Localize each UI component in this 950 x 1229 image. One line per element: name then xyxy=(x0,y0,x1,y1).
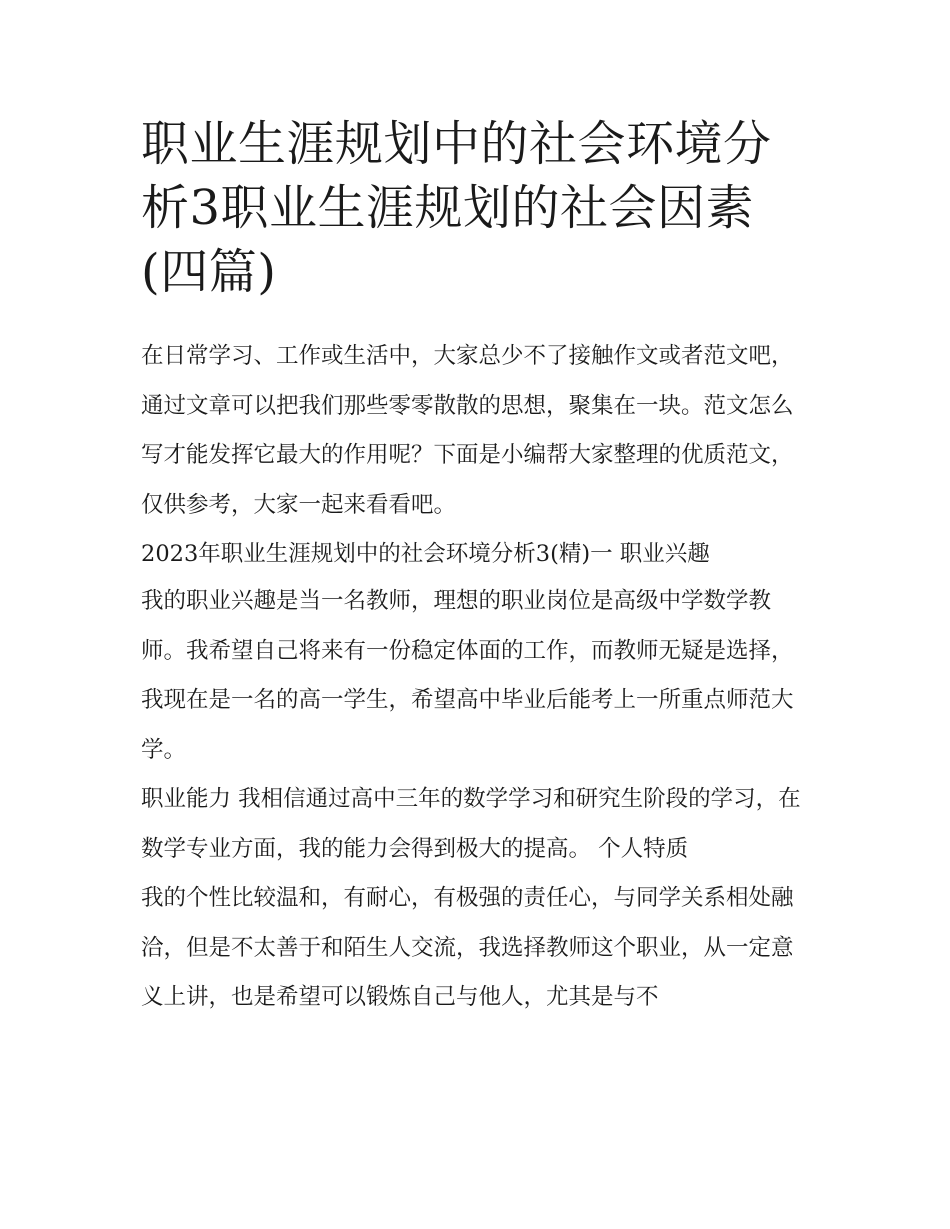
document-page xyxy=(141,112,813,1023)
document-title: 职业生涯规划中的社会环境分析3职业生涯规划的社会因素(四篇) xyxy=(141,116,772,300)
career-ability-paragraph: 职业能力 我相信通过高中三年的数学学习和研究生阶段的学习，在数学专业方面，我的能力会得到极大的提高。 个人特质 xyxy=(141,786,801,862)
intro-paragraph: 在日常学习、工作或生活中，大家总少不了接触作文或者范文吧，通过文章可以把我们那些零零散散的思想，聚集在一块。范文怎么写才能发挥它最大的作用呢？下面是小编帮大家整理的优质范文，仅供参考，大家一起来看看吧。 xyxy=(141,343,794,518)
personal-traits-paragraph: 我的个性比较温和，有耐心，有极强的责任心，与同学关系相处融洽，但是不太善于和陌生人交流，我选择教师这个职业，从一定意义上讲，也是希望可以锻炼自己与他人，尤其是与不 xyxy=(141,885,794,1010)
section-heading-line: 2023年职业生涯规划中的社会环境分析3(精)一 职业兴趣 xyxy=(141,541,710,567)
career-interest-paragraph: 我的职业兴趣是当一名教师，理想的职业岗位是高级中学数学教师。我希望自己将来有一份稳定体面的工作，而教师无疑是选择，我现在是一名的高一学生，希望高中毕业后能考上一所重点师范大学。 xyxy=(141,588,794,763)
